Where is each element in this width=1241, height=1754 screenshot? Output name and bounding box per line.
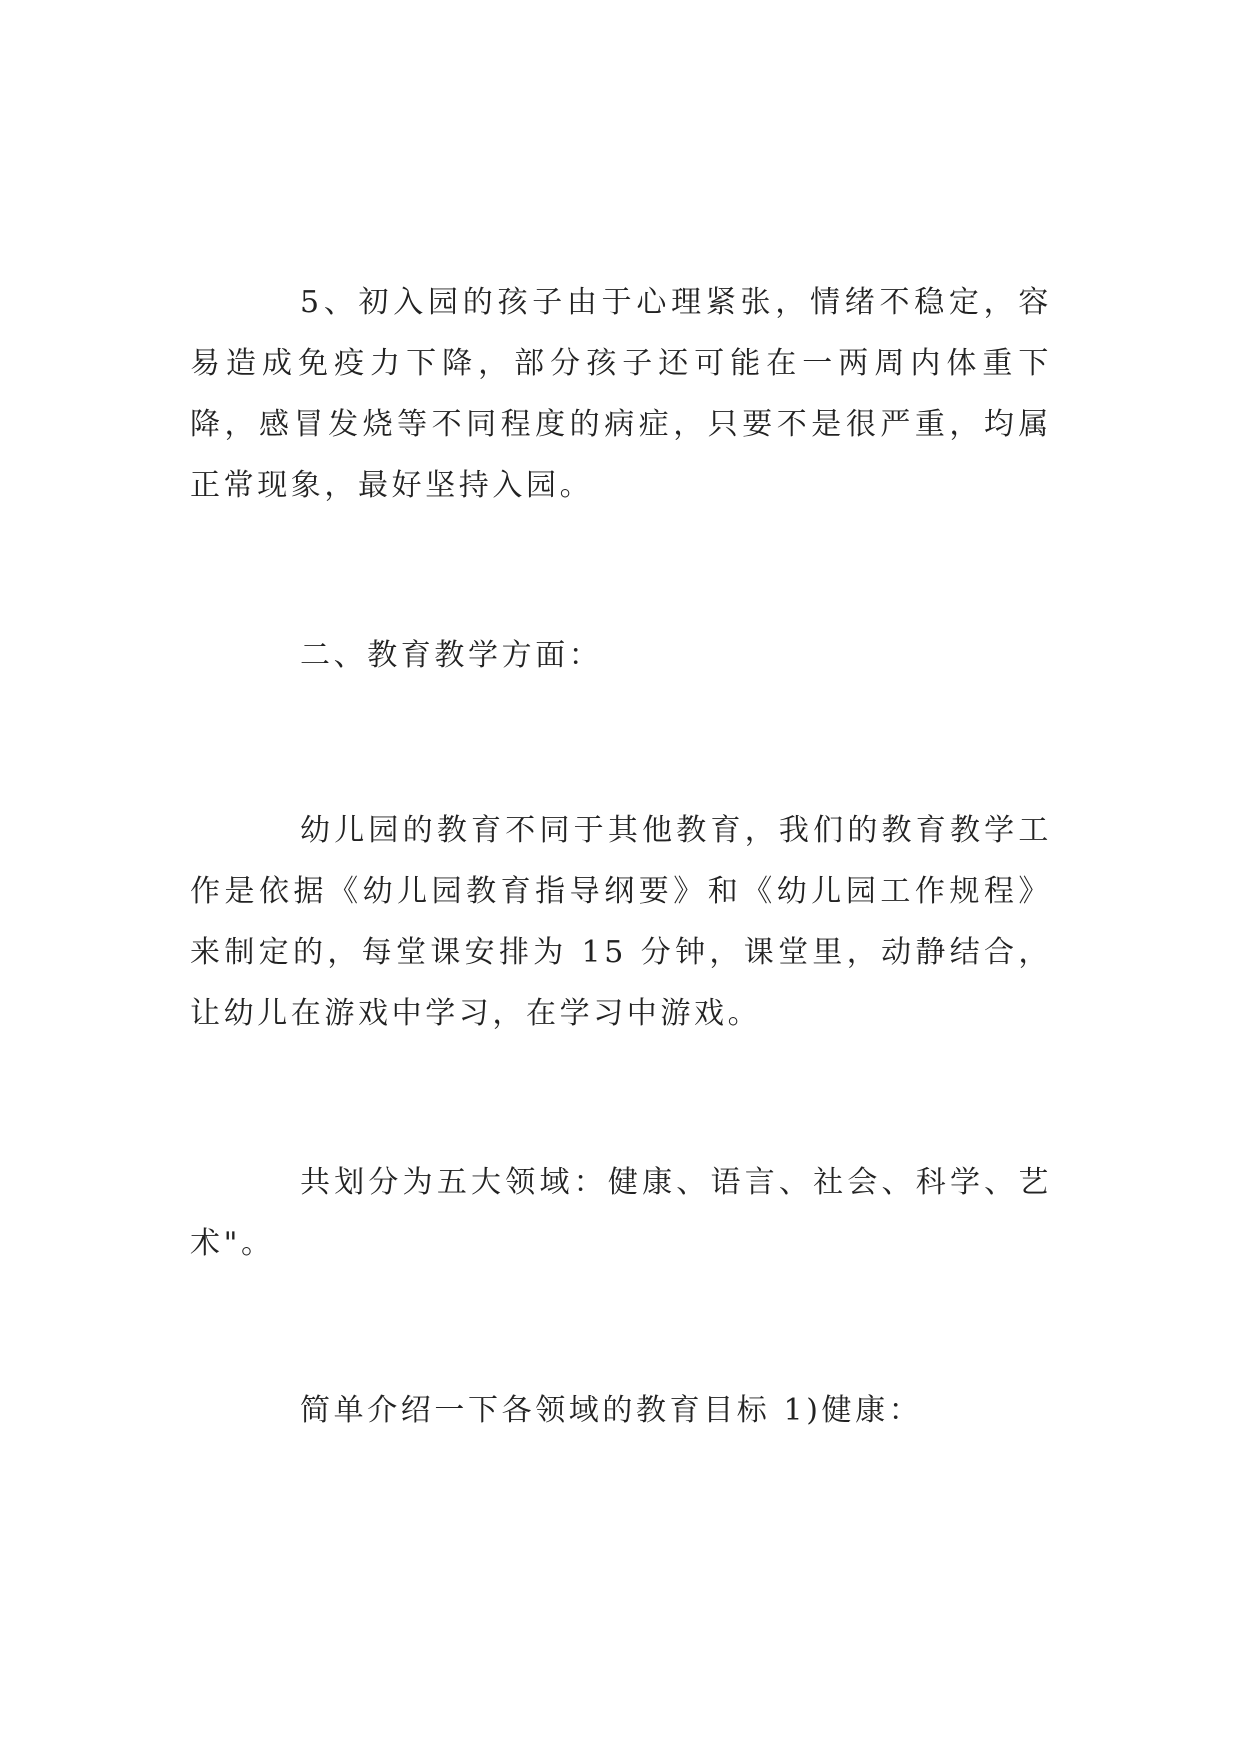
section-heading-education: 二、教育教学方面： [300, 638, 603, 673]
paragraph-five-domains: 共划分为五大领域：健康、语言、社会、科学、艺术"。 [190, 1165, 1052, 1261]
paragraph-education-basis: 幼儿园的教育不同于其他教育，我们的教育教学工作是依据《幼儿园教育指导纲要》和《幼儿园工作规程》来制定的，每堂课安排为 15 分钟，课堂里，动静结合，让幼儿在游戏中学习，在学习中游戏。 [190, 813, 1052, 1031]
paragraph-domain-goals: 简单介绍一下各领域的教育目标 1)健康： [300, 1393, 923, 1428]
paragraph-infant-health: 5、初入园的孩子由于心理紧张，情绪不稳定，容易造成免疫力下降，部分孩子还可能在一两周内体重下降，感冒发烧等不同程度的病症，只要不是很严重，均属正常现象，最好坚持入园。 [190, 285, 1052, 503]
